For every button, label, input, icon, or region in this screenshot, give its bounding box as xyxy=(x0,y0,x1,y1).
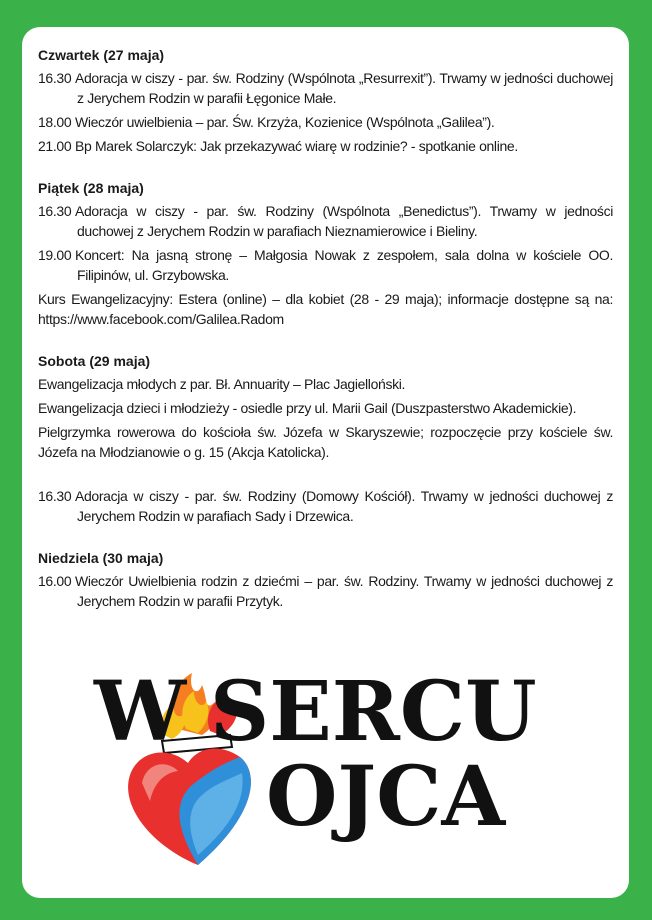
day-title: Czwartek (27 maja) xyxy=(38,47,165,63)
event-entry xyxy=(38,289,613,329)
event-time: 16.30 xyxy=(38,488,72,504)
event-time: 21.00 xyxy=(38,138,72,154)
heart-icon xyxy=(128,748,251,865)
logo-word-w: W xyxy=(94,664,187,760)
event-text: Ewangelizacja dzieci i młodzieży - osiedle przy ul. Marii Gail (Duszpasterstwo Akademickie). xyxy=(38,400,577,416)
event-text: Adoracja w ciszy - par. św. Rodziny (Wspólnota „Benedictus”). Trwamy w jedności duchowej z Jerychem Rodzin w parafiach Nieznamierowice i Bieliny. xyxy=(75,203,613,239)
event-entry xyxy=(38,571,613,611)
event-entry xyxy=(38,374,613,394)
day-friday xyxy=(38,178,613,329)
day-title: Piątek (28 maja) xyxy=(38,180,144,196)
event-entry xyxy=(38,398,613,418)
event-text: Wieczór uwielbienia – par. Św. Krzyża, Kozienice (Wspólnota „Galilea”). xyxy=(75,114,495,130)
event-text: Adoracja w ciszy - par. św. Rodziny (Wspólnota „Resurrexit”). Trwamy w jedności duchowej z Jerychem Rodzin w parafii Łęgonice Małe. xyxy=(75,70,613,106)
event-text: Bp Marek Solarczyk: Jak przekazywać wiarę w rodzinie? - spotkanie online. xyxy=(75,138,518,154)
event-entry xyxy=(38,112,613,132)
logo-word-sercu: SERCU xyxy=(210,664,537,760)
event-entry xyxy=(38,136,613,156)
w-sercu-ojca-logo xyxy=(70,655,540,870)
event-time: 16.30 xyxy=(38,70,72,86)
day-thursday xyxy=(38,45,613,156)
event-time: 16.30 xyxy=(38,203,72,219)
logo-word-ojca: OJCA xyxy=(266,749,506,845)
event-time: 16.00 xyxy=(38,573,72,589)
event-time: 19.00 xyxy=(38,247,72,263)
event-text: Pielgrzymka rowerowa do kościoła św. Józefa w Skaryszewie; rozpoczęcie przy kościele św. Józefa na Młodzianowie o g. 15 (Akcja Katolicka). xyxy=(38,424,613,460)
event-text: Ewangelizacja młodych z par. Bł. Annuarity – Plac Jagielloński. xyxy=(38,376,406,392)
day-title: Niedziela (30 maja) xyxy=(38,550,164,566)
day-sunday xyxy=(38,548,613,611)
day-title: Sobota (29 maja) xyxy=(38,353,151,369)
event-text: Wieczór Uwielbienia rodzin z dziećmi – par. św. Rodziny. Trwamy w jedności duchowej z Jerychem Rodzin w parafii Przytyk. xyxy=(75,573,613,609)
event-entry xyxy=(38,245,613,285)
event-time: 18.00 xyxy=(38,114,72,130)
event-entry xyxy=(38,201,613,241)
event-text: Kurs Ewangelizacyjny: Estera (online) – dla kobiet (28 - 29 maja); informacje dostępne są na: https://www.facebook.com/Galilea.Radom xyxy=(38,291,613,327)
event-text: Koncert: Na jasną stronę – Małgosia Nowak z zespołem, sala dolna w kościele OO. Filipinów, ul. Grzybowska. xyxy=(75,247,613,283)
event-entry xyxy=(38,422,613,462)
day-saturday xyxy=(38,351,613,526)
event-entry xyxy=(38,68,613,108)
event-text: Adoracja w ciszy - par. św. Rodziny (Domowy Kościół). Trwamy w jedności duchowej z Jerychem Rodzin w parafiach Sady i Drzewica. xyxy=(75,488,613,524)
event-entry xyxy=(38,486,613,526)
